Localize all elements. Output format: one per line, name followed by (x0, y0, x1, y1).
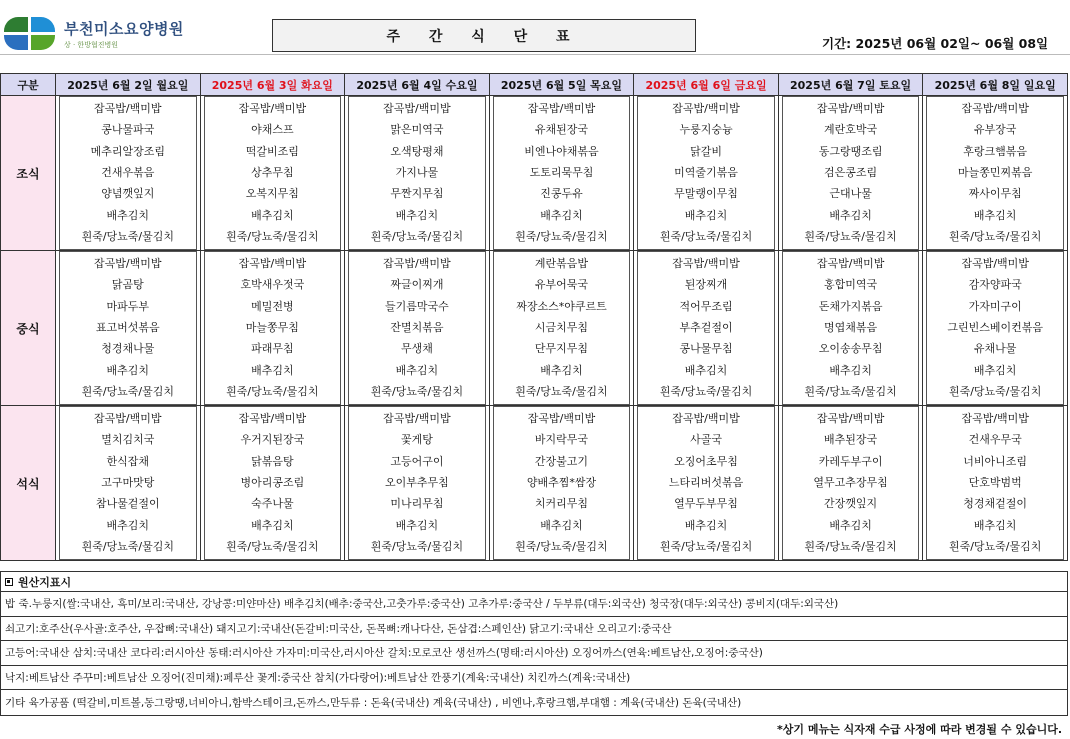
menu-item: 잡곡밥/백미밥 (961, 101, 1029, 115)
meal-label: 중식 (1, 251, 56, 406)
menu-item: 잡곡밥/백미밥 (238, 101, 307, 115)
menu-item: 느타리버섯볶음 (668, 475, 744, 489)
origin-line: 고등어:국내산 삼치:국내산 코다리:러시아산 동태:러시아산 가자미:미국산,러시아산 갈치:모로코산 생선까스(명태:러시아산) 오징어까스(연육:베트남산,오징어:중국산) (1, 641, 1067, 666)
menu-item: 참나물겉절이 (95, 497, 160, 511)
menu-item: 잡곡밥/백미밥 (383, 101, 451, 115)
menu-item-list (493, 251, 631, 405)
menu-cell (923, 96, 1068, 251)
hospital-subtitle: 상 · 한방협진병원 (64, 41, 119, 49)
menu-item: 오이송송무침 (818, 342, 883, 356)
menu-item-list (204, 96, 342, 250)
menu-item: 흰죽/당뇨죽/물김치 (370, 540, 464, 554)
corner-header: 구분 (1, 74, 56, 96)
meal-row (1, 251, 1068, 406)
menu-item-list (926, 96, 1064, 250)
menu-item: 유부어묵국 (534, 278, 589, 292)
origin-line: 밥 죽.누룽지(쌀:국내산, 흑미/보리:국내산, 강낭콩:미얀마산) 배추김치(배추:중국산,고춧가루:중국산) 고추가루:중국산 / 두부류(대두:외국산) 청국장(대두:외국산) 콩비지(대두:외국산) (1, 592, 1067, 617)
menu-item: 맑은미역국 (390, 123, 444, 137)
menu-item: 계란볶음밥 (534, 256, 589, 270)
menu-cell (345, 251, 490, 406)
menu-item: 배추김치 (973, 363, 1017, 377)
hospital-logo (4, 14, 204, 54)
day-header: 2025년 6월 2일 월요일 (56, 74, 201, 96)
menu-item: 잡곡밥/백미밥 (961, 256, 1029, 270)
day-header: 2025년 6월 3일 화요일 (200, 74, 345, 96)
menu-item: 잔멸치볶음 (390, 320, 444, 334)
weekly-menu-table (0, 73, 1068, 561)
menu-cell (634, 406, 779, 561)
menu-item: 고구마맛탕 (101, 475, 155, 489)
menu-cell (923, 406, 1068, 561)
menu-item: 잡곡밥/백미밥 (816, 256, 885, 270)
page-title: 주 간 식 단 표 (386, 28, 582, 45)
menu-item-list (782, 96, 920, 250)
menu-item: 마파두부 (106, 299, 150, 313)
menu-item: 동그랑땡조림 (818, 144, 883, 158)
menu-item: 미나리무침 (390, 497, 444, 511)
menu-item: 카레두부구이 (818, 454, 883, 468)
menu-item: 치커리무침 (534, 497, 589, 511)
menu-item: 흰죽/당뇨죽/물김치 (804, 385, 897, 399)
menu-item: 메밀전병 (251, 299, 294, 313)
menu-cell (634, 251, 779, 406)
menu-cell (56, 96, 201, 251)
menu-item: 야채스프 (251, 123, 294, 137)
menu-cell (200, 251, 345, 406)
menu-item-list (348, 251, 486, 405)
menu-item: 우거지된장국 (240, 433, 305, 447)
menu-item: 한식잡채 (106, 454, 150, 468)
menu-item: 표고버섯볶음 (95, 320, 160, 334)
menu-item: 흰죽/당뇨죽/물김치 (226, 540, 319, 554)
day-header: 2025년 6월 6일 금요일 (634, 74, 779, 96)
menu-item: 잡곡밥/백미밥 (527, 411, 596, 425)
menu-item: 잡곡밥/백미밥 (816, 101, 885, 115)
menu-item: 흰죽/당뇨죽/물김치 (804, 540, 897, 554)
menu-item: 간장깻잎지 (824, 497, 878, 511)
menu-item: 짜사이무침 (968, 187, 1022, 201)
menu-item-list (637, 406, 775, 560)
menu-item: 단무지무침 (534, 342, 589, 356)
menu-item: 오징어초무침 (674, 454, 738, 468)
menu-item: 유채나물 (973, 342, 1017, 356)
menu-item: 비엔나야채볶음 (524, 144, 599, 158)
menu-item: 명엽채볶음 (824, 320, 878, 334)
origin-line: 기타 육가공품 (떡갈비,미트볼,동그랑땡,너비아니,함박스테이크,돈까스,만두류 : 돈육(국내산) 계육(국내산) , 비엔나,후랑크햄,부대햄 : 계육(국내산) 돈육(국내산) (5, 696, 742, 709)
menu-item: 짜글이찌개 (390, 278, 444, 292)
menu-item: 잡곡밥/백미밥 (816, 411, 885, 425)
menu-item: 흰죽/당뇨죽/물김치 (804, 230, 897, 244)
menu-item: 그린빈스베이컨볶음 (947, 320, 1043, 334)
menu-item: 오복지무침 (245, 187, 299, 201)
menu-item-list (493, 406, 631, 560)
hospital-name: 부천미소요양병원 (64, 20, 184, 38)
menu-cell (923, 251, 1068, 406)
menu-item: 닭볶음탕 (251, 454, 294, 468)
menu-cell (56, 406, 201, 561)
menu-item: 바지락무국 (534, 433, 589, 447)
menu-item: 열무두부무침 (674, 497, 738, 511)
menu-item: 잡곡밥/백미밥 (94, 101, 162, 115)
menu-item: 파래무침 (251, 342, 294, 356)
menu-item: 떡갈비조림 (245, 144, 299, 158)
menu-item: 꽃게탕 (400, 433, 433, 447)
menu-item: 배추김치 (106, 208, 150, 222)
menu-item: 잡곡밥/백미밥 (527, 101, 596, 115)
menu-cell (489, 96, 634, 251)
menu-item: 배추김치 (684, 518, 728, 532)
menu-item: 흰죽/당뇨죽/물김치 (659, 230, 753, 244)
menu-cell (778, 406, 923, 561)
menu-item: 배추김치 (106, 518, 150, 532)
menu-item: 배추김치 (684, 208, 728, 222)
menu-item: 흰죽/당뇨죽/물김치 (81, 230, 174, 244)
menu-item: 잡곡밥/백미밥 (238, 256, 307, 270)
day-header: 2025년 6월 5일 목요일 (489, 74, 634, 96)
menu-item-list (926, 251, 1064, 405)
menu-item: 흰죽/당뇨죽/물김치 (370, 230, 464, 244)
menu-item-list (59, 406, 197, 560)
menu-item: 잡곡밥/백미밥 (94, 256, 162, 270)
menu-cell (345, 406, 490, 561)
menu-item: 무말랭이무침 (674, 187, 738, 201)
menu-item: 흰죽/당뇨죽/물김치 (226, 230, 319, 244)
menu-item: 배추김치 (395, 363, 439, 377)
menu-item: 잡곡밥/백미밥 (383, 411, 451, 425)
menu-item-list (59, 251, 197, 405)
page-title-box (272, 19, 696, 52)
menu-item: 흰죽/당뇨죽/물김치 (515, 540, 608, 554)
menu-item: 무생채 (400, 342, 433, 356)
menu-item: 짜장소스*야쿠르트 (516, 299, 607, 313)
menu-item: 잡곡밥/백미밥 (383, 256, 451, 270)
menu-item: 흰죽/당뇨죽/물김치 (515, 385, 608, 399)
menu-item: 너비아니조림 (963, 454, 1028, 468)
menu-item: 잡곡밥/백미밥 (94, 411, 162, 425)
menu-item: 오이부추무침 (385, 475, 449, 489)
menu-item: 배추김치 (251, 518, 294, 532)
menu-item: 가지나물 (395, 165, 439, 179)
menu-item: 배추김치 (106, 363, 150, 377)
menu-cell (778, 96, 923, 251)
menu-item-list (637, 251, 775, 405)
logo-icon (4, 17, 56, 51)
disclaimer-note: *상기 메뉴는 식자재 수급 사정에 따라 변경될 수 있습니다. (777, 723, 1062, 736)
menu-item: 흰죽/당뇨죽/물김치 (948, 540, 1042, 554)
menu-cell (634, 96, 779, 251)
menu-item: 배추김치 (973, 208, 1017, 222)
menu-item: 열무고추장무침 (813, 475, 888, 489)
menu-item: 흰죽/당뇨죽/물김치 (81, 540, 174, 554)
menu-item: 배추김치 (829, 518, 872, 532)
origin-line: 낙지:베트남산 주꾸미:베트남산 오징어(진미채):페루산 꽃게:중국산 참치(가다랑어):베트남산 깐풍기(계육:국내산) 치킨까스(계육:국내산) (1, 666, 1067, 691)
menu-item: 감자양파국 (968, 278, 1022, 292)
menu-item: 배추김치 (251, 363, 294, 377)
menu-item: 배추김치 (684, 363, 728, 377)
menu-item: 된장찌개 (684, 278, 728, 292)
menu-item: 배추김치 (973, 518, 1017, 532)
menu-item: 닭갈비 (690, 144, 722, 158)
menu-item: 사골국 (690, 433, 722, 447)
menu-item: 흰죽/당뇨죽/물김치 (370, 385, 464, 399)
menu-item: 적어무조림 (679, 299, 733, 313)
menu-item: 고등어구이 (390, 454, 444, 468)
menu-item: 후랑크햄볶음 (963, 144, 1028, 158)
menu-item-list (782, 406, 920, 560)
menu-item: 건새우볶음 (101, 165, 155, 179)
menu-item: 배추김치 (395, 518, 439, 532)
menu-item: 양배추찜*쌈장 (526, 475, 597, 489)
menu-item: 청경채나물 (101, 342, 155, 356)
menu-item: 호박새우젓국 (240, 278, 305, 292)
menu-item: 숙주나물 (251, 497, 294, 511)
origin-title-label: 원산지표시 (18, 575, 72, 589)
menu-cell (56, 251, 201, 406)
menu-item: 누룽지숭늉 (679, 123, 733, 137)
meal-row (1, 406, 1068, 561)
menu-item: 흰죽/당뇨죽/물김치 (659, 540, 753, 554)
menu-item: 유부장국 (973, 123, 1017, 137)
meal-row (1, 96, 1068, 251)
origin-title (1, 572, 1067, 592)
menu-item: 가자미구이 (968, 299, 1022, 313)
menu-item-list (637, 96, 775, 250)
square-bullet-icon (5, 578, 13, 586)
menu-item: 병아리콩조림 (240, 475, 305, 489)
menu-item: 배추김치 (251, 208, 294, 222)
header-divider (0, 54, 1070, 55)
menu-item: 흰죽/당뇨죽/물김치 (226, 385, 319, 399)
menu-item: 무짠지무침 (390, 187, 444, 201)
menu-item: 검은콩조림 (824, 165, 878, 179)
menu-item: 콩나물파국 (101, 123, 155, 137)
menu-item-list (493, 96, 631, 250)
menu-item-list (59, 96, 197, 250)
menu-item: 배추김치 (540, 363, 583, 377)
menu-item: 건새우무국 (968, 433, 1022, 447)
menu-item: 근대나물 (829, 187, 872, 201)
menu-item: 배추김치 (829, 208, 872, 222)
menu-period: 기간: 2025년 06월 02일~ 06월 08일 (822, 36, 1049, 51)
menu-item-list (204, 406, 342, 560)
menu-item: 홍합미역국 (824, 278, 878, 292)
menu-item-list (204, 251, 342, 405)
menu-item: 메추리알장조림 (90, 144, 165, 158)
menu-item: 들기름막국수 (385, 299, 449, 313)
menu-item: 간장불고기 (534, 454, 589, 468)
menu-item: 배추김치 (540, 518, 583, 532)
menu-cell (200, 406, 345, 561)
menu-item: 배추김치 (540, 208, 583, 222)
menu-item: 상추무침 (251, 165, 294, 179)
menu-item: 오색탕평채 (390, 144, 444, 158)
menu-item: 흰죽/당뇨죽/물김치 (81, 385, 174, 399)
menu-item: 배추김치 (395, 208, 439, 222)
menu-item: 마늘쫑무침 (245, 320, 299, 334)
menu-item: 돈채가지볶음 (818, 299, 883, 313)
menu-item-list (782, 251, 920, 405)
day-header: 2025년 6월 8일 일요일 (923, 74, 1068, 96)
menu-item-list (926, 406, 1064, 560)
meal-label: 조식 (1, 96, 56, 251)
menu-item: 잡곡밥/백미밥 (238, 411, 307, 425)
menu-item: 흰죽/당뇨죽/물김치 (948, 385, 1042, 399)
menu-item: 흰죽/당뇨죽/물김치 (515, 230, 608, 244)
menu-item: 배추된장국 (824, 433, 878, 447)
menu-item: 잡곡밥/백미밥 (672, 101, 740, 115)
menu-item: 흰죽/당뇨죽/물김치 (948, 230, 1042, 244)
menu-item: 닭곰탕 (111, 278, 144, 292)
menu-cell (778, 251, 923, 406)
meal-label: 석식 (1, 406, 56, 561)
menu-cell (345, 96, 490, 251)
day-header: 2025년 6월 4일 수요일 (345, 74, 490, 96)
day-header-row (1, 74, 1068, 96)
page-header (0, 0, 1070, 70)
menu-item: 청경채겉절이 (963, 497, 1028, 511)
origin-section (0, 571, 1068, 716)
menu-item: 콩나물무침 (679, 342, 733, 356)
menu-item: 도토리묵무침 (529, 165, 594, 179)
menu-item: 계란호박국 (824, 123, 878, 137)
menu-item-list (348, 96, 486, 250)
menu-item: 부추겉절이 (679, 320, 733, 334)
menu-cell (489, 406, 634, 561)
menu-item: 시금치무침 (534, 320, 589, 334)
menu-item: 양념깻잎지 (101, 187, 155, 201)
menu-item: 배추김치 (829, 363, 872, 377)
menu-cell (489, 251, 634, 406)
menu-item: 마늘쫑민찌볶음 (957, 165, 1033, 179)
menu-item: 멸치김치국 (101, 433, 155, 447)
day-header: 2025년 6월 7일 토요일 (778, 74, 923, 96)
menu-cell (200, 96, 345, 251)
menu-item: 잡곡밥/백미밥 (961, 411, 1029, 425)
menu-item-list (348, 406, 486, 560)
menu-item: 잡곡밥/백미밥 (672, 411, 740, 425)
menu-item: 유채된장국 (534, 123, 589, 137)
menu-item: 단호박범벅 (968, 475, 1022, 489)
menu-item: 잡곡밥/백미밥 (672, 256, 740, 270)
menu-item: 미역줄기볶음 (674, 165, 738, 179)
menu-item: 진콩두유 (540, 187, 583, 201)
origin-line: 쇠고기:호주산(우사골:호주산, 우잡뼈:국내산) 돼지고기:국내산(돈갈비:미국산, 돈목뼈:캐나다산, 돈삼겹:스페인산) 닭고기:국내산 오리고기:중국산 (1, 617, 1067, 642)
menu-item: 흰죽/당뇨죽/물김치 (659, 385, 753, 399)
